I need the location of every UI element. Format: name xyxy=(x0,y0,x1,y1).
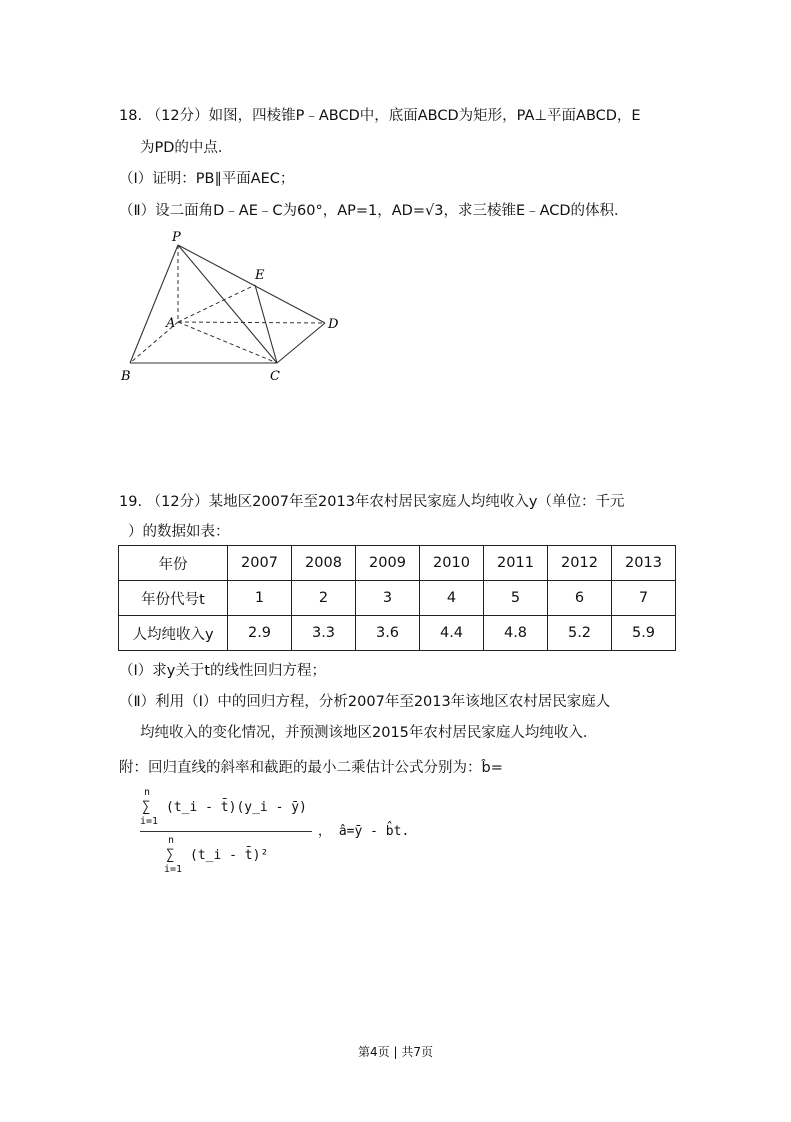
table-cell: 2010 xyxy=(420,546,484,581)
q19-part1: （Ⅰ）求y关于t的线性回归方程； xyxy=(119,663,327,679)
table-cell: 5.2 xyxy=(548,616,612,651)
table-cell: 7 xyxy=(612,581,676,616)
table-cell: 2012 xyxy=(548,546,612,581)
row-header: 人均纯收入y xyxy=(119,616,228,651)
fraction-bar xyxy=(140,831,312,832)
table-cell: 3.6 xyxy=(356,616,420,651)
q19-part2b: 均纯收入的变化情况，并预测该地区2015年农村居民家庭人均纯收入． xyxy=(140,725,598,741)
table-cell: 2011 xyxy=(484,546,548,581)
label-B: B xyxy=(121,369,131,384)
page-footer: 第4页 | 共7页 xyxy=(358,1045,433,1059)
table-row xyxy=(119,581,676,616)
q18-line1: 18. （12分）如图，四棱锥P﹣ABCD中，底面ABCD为矩形，PA⊥平面ABCD，E xyxy=(119,108,641,124)
table-cell: 2.9 xyxy=(228,616,292,651)
label-A: A xyxy=(166,316,176,331)
table-cell: 2013 xyxy=(612,546,676,581)
table-cell: 5 xyxy=(484,581,548,616)
table-cell: 4.8 xyxy=(484,616,548,651)
q18-part1: （Ⅰ）证明：PB∥平面AEC； xyxy=(119,171,295,187)
table-cell: 2008 xyxy=(292,546,356,581)
intercept-formula: ， â=ȳ - b̂t. xyxy=(318,824,410,839)
table-cell: 2009 xyxy=(356,546,420,581)
sum-lower-2: i=1 xyxy=(164,864,183,875)
table-cell: 3 xyxy=(356,581,420,616)
sum-sign-2: ∑ xyxy=(166,847,175,863)
row-header: 年份 xyxy=(119,546,228,581)
sum-sign: ∑ xyxy=(142,799,151,815)
sum-upper: n xyxy=(144,787,151,798)
sum-lower: i=1 xyxy=(140,816,159,827)
table-cell: 3.3 xyxy=(292,616,356,651)
q18-line2: 为PD的中点． xyxy=(140,140,233,156)
pyramid-figure xyxy=(0,0,791,400)
table-row xyxy=(119,616,676,651)
row-header: 年份代号t xyxy=(119,581,228,616)
q19-note: 附：回归直线的斜率和截距的最小二乘估计公式分别为：b̂= xyxy=(119,760,503,776)
label-D: D xyxy=(328,317,339,332)
label-C: C xyxy=(270,369,280,384)
numerator: (t_i - t̄)(y_i - ȳ) xyxy=(166,800,307,815)
label-E: E xyxy=(255,268,265,283)
table-cell: 5.9 xyxy=(612,616,676,651)
q19-line1: 19. （12分）某地区2007年至2013年农村居民家庭人均纯收入y（单位：千元 xyxy=(119,494,625,510)
table-cell: 1 xyxy=(228,581,292,616)
q19-line2: ）的数据如表： xyxy=(128,524,230,540)
table-cell: 6 xyxy=(548,581,612,616)
q18-part2: （Ⅱ）设二面角D﹣AE﹣C为60°，AP=1，AD=√3，求三棱锥E﹣ACD的体积． xyxy=(119,203,629,219)
q19-part2a: （Ⅱ）利用（Ⅰ）中的回归方程，分析2007年至2013年该地区农村居民家庭人 xyxy=(119,694,611,710)
table-cell: 2 xyxy=(292,581,356,616)
table-cell: 4.4 xyxy=(420,616,484,651)
data-table xyxy=(118,545,676,651)
denominator: (t_i - t̄)² xyxy=(190,848,269,863)
table-row xyxy=(119,546,676,581)
label-P: P xyxy=(172,230,181,245)
sum-upper-2: n xyxy=(168,835,175,846)
table-cell: 2007 xyxy=(228,546,292,581)
table-cell: 4 xyxy=(420,581,484,616)
